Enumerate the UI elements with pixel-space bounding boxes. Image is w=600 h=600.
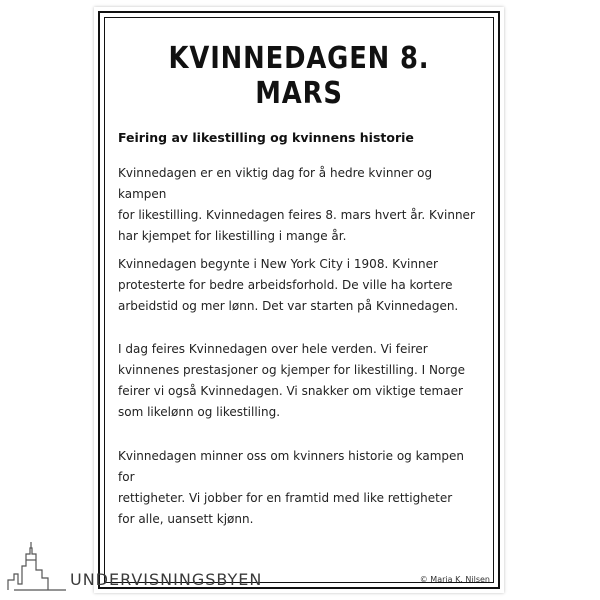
paragraph-1 xyxy=(118,163,478,247)
page-title: KVINNEDAGEN 8. MARS xyxy=(168,41,430,111)
paragraph-line: rettigheter. Vi jobber for en framtid med like rettigheter xyxy=(118,491,453,505)
paragraph-3 xyxy=(118,339,478,423)
paragraph-line: protesterte for bedre arbeidsforhold. De ville ha kortere xyxy=(118,278,453,292)
paragraph-line: for alle, uansett kjønn. xyxy=(118,512,254,526)
paragraph-line: som likelønn og likestilling. xyxy=(118,405,281,419)
paragraph-2 xyxy=(118,254,478,317)
copyright-notice: © Maria K. Nilsen xyxy=(419,575,490,584)
city-skyline-icon xyxy=(6,540,76,592)
paragraph-line: har kjempet for likestilling i mange år. xyxy=(118,229,347,243)
paragraph-line: feirer vi også Kvinnedagen. Vi snakker om viktige temaer xyxy=(118,384,463,398)
paragraph-line: arbeidstid og mer lønn. Det var starten på Kvinnedagen. xyxy=(118,299,459,313)
worksheet-page xyxy=(94,7,504,593)
paragraph-line: I dag feires Kvinnedagen over hele verden. Vi feirer xyxy=(118,342,428,356)
paragraph-line: kvinnenes prestasjoner og kjemper for likestilling. I Norge xyxy=(118,363,465,377)
paragraph-line: for likestilling. Kvinnedagen feires 8. mars hvert år. Kvinner xyxy=(118,208,475,222)
watermark-logo xyxy=(6,540,306,590)
watermark-text: UNDERVISNINGSBYEN xyxy=(70,570,263,589)
paragraph-line: Kvinnedagen er en viktig dag for å hedre kvinner og kampen xyxy=(118,166,433,201)
paragraph-line: Kvinnedagen minner oss om kvinners historie og kampen for xyxy=(118,449,465,484)
paragraph-4 xyxy=(118,446,478,530)
subtitle: Feiring av likestilling og kvinnens historie xyxy=(118,130,414,145)
paragraph-line: Kvinnedagen begynte i New York City i 1908. Kvinner xyxy=(118,257,438,271)
